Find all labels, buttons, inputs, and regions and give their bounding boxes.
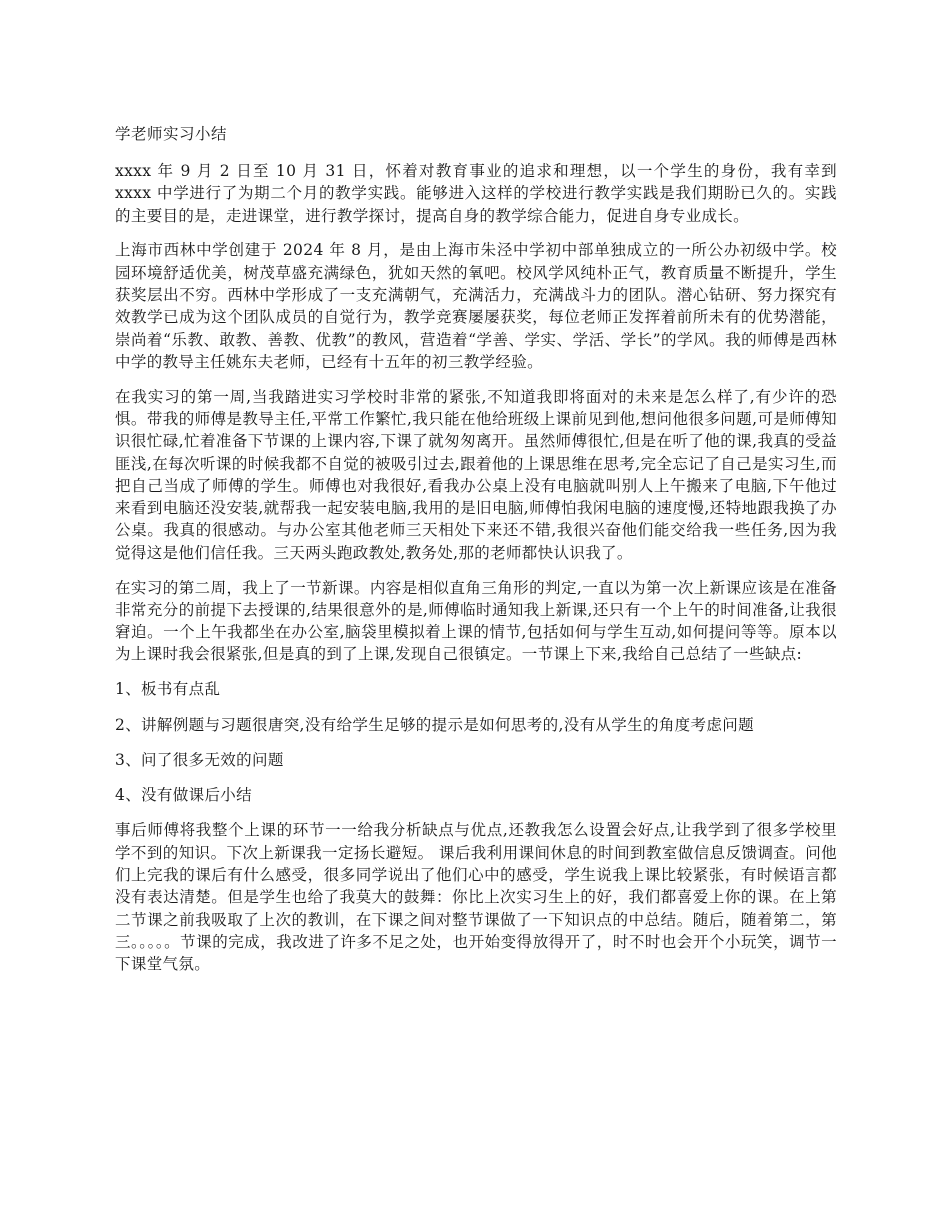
- paragraph-intro: xxxx 年 9 月 2 日至 10 月 31 日，怀着对教育事业的追求和理想，以一个学生的身份，我有幸到 xxxx 中学进行了为期二个月的教学实践。能够进入这样的学校进行教学实践是我们期盼已久的。实践的主要目的是，走进课堂，进行教学探讨，提高自身的教学综合能力，促进自身专业成长。: [115, 162, 837, 225]
- list-item: 4、没有做课后小结: [115, 786, 253, 805]
- list-item: 3、问了很多无效的问题: [115, 750, 284, 769]
- list-item: 2、讲解例题与习题很唐突,没有给学生足够的提示是如何思考的,没有从学生的角度考虑问题: [115, 715, 754, 734]
- paragraph-school: 上海市西林中学创建于 2024 年 8 月，是由上海市朱泾中学初中部单独成立的一所公办初级中学。校园环境舒适优美，树茂草盛充满绿色，犹如天然的氧吧。校风学风纯朴正气，教育质量不断提升，学生获奖层出不穷。西林中学形成了一支充满朝气，充满活力，充满战斗力的团队。潜心钻研、努力探究有效教学已成为这个团队成员的自觉行为，教学竞赛屡屡获奖，每位老师正发挥着前所未有的优势潜能，崇尚着“乐教、敢教、善教、优教”的教风，营造着“学善、学实、学活、学长”的学风。我的师傅是西林中学的教导主任姚东夫老师，已经有十五年的初三教学经验。: [115, 241, 837, 371]
- document-title: 学老师实习小结: [115, 125, 228, 143]
- document-page: [115, 122, 837, 988]
- list-item: 1、板书有点乱: [115, 680, 221, 699]
- paragraph-second-week: 在实习的第二周，我上了一节新课。内容是相似直角三角形的判定,一直以为第一次上新课应该是在准备非常充分的前提下去授课的,结果很意外的是,师傅临时通知我上新课,还只有一个上午的时间准备,让我很窘迫。一个上午我都坐在办公室,脑袋里模拟着上课的情节,包括如何与学生互动,如何提问等等。原本以为上课时我会很紧张,但是真的到了上课,发现自己很镇定。一节课上下来,我给自己总结了一些缺点:: [115, 578, 837, 664]
- paragraph-closing: 事后师傅将我整个上课的环节一一给我分析缺点与优点,还教我怎么设置会好点,让我学到了很多学校里学不到的知识。下次上新课我一定扬长避短。 课后我利用课间休息的时间到教室做信息反馈调查。问他们上完我的课后有什么感受，很多同学说出了他们心中的感受，学生说我上课比较紧张，有时候语言都没有表达清楚。但是学生也给了我莫大的鼓舞：你比上次实习生上的好，我们都喜爱上你的课。在上第二节课之前我吸取了上次的教训，在下课之间对整节课做了一下知识点的中总结。随后，随着第二，第三。。。。。节课的完成，我改进了许多不足之处，也开始变得放得开了，时不时也会开个小玩笑，调节一下课堂气氛。: [115, 821, 837, 974]
- paragraph-first-week: 在我实习的第一周,当我踏进实习学校时非常的紧张,不知道我即将面对的未来是怎么样了,有少许的恐惧。带我的师傅是教导主任,平常工作繁忙,我只能在他给班级上课前见到他,想问他很多问题,可是师傅知识很忙碌,忙着准备下节课的上课内容,下课了就匆匆离开。虽然师傅很忙,但是在听了他的课,我真的受益匪浅,在每次听课的时候我都不自觉的被吸引过去,跟着他的上课思维在思考,完全忘记了自己是实习生,而把自己当成了师傅的学生。师傅也对我很好,看我办公桌上没有电脑就叫别人上午搬来了电脑,下午他过来看到电脑还没安装,就帮我一起安装电脑,我用的是旧电脑,师傅怕我闲电脑的速度慢,还特地跟我换了办公桌。我真的很感动。与办公室其他老师三天相处下来还不错,我很兴奋他们能交给我一些任务,因为我觉得这是他们信任我。三天两头跑政教处,教务处,那的老师都快认识我了。: [115, 387, 837, 562]
